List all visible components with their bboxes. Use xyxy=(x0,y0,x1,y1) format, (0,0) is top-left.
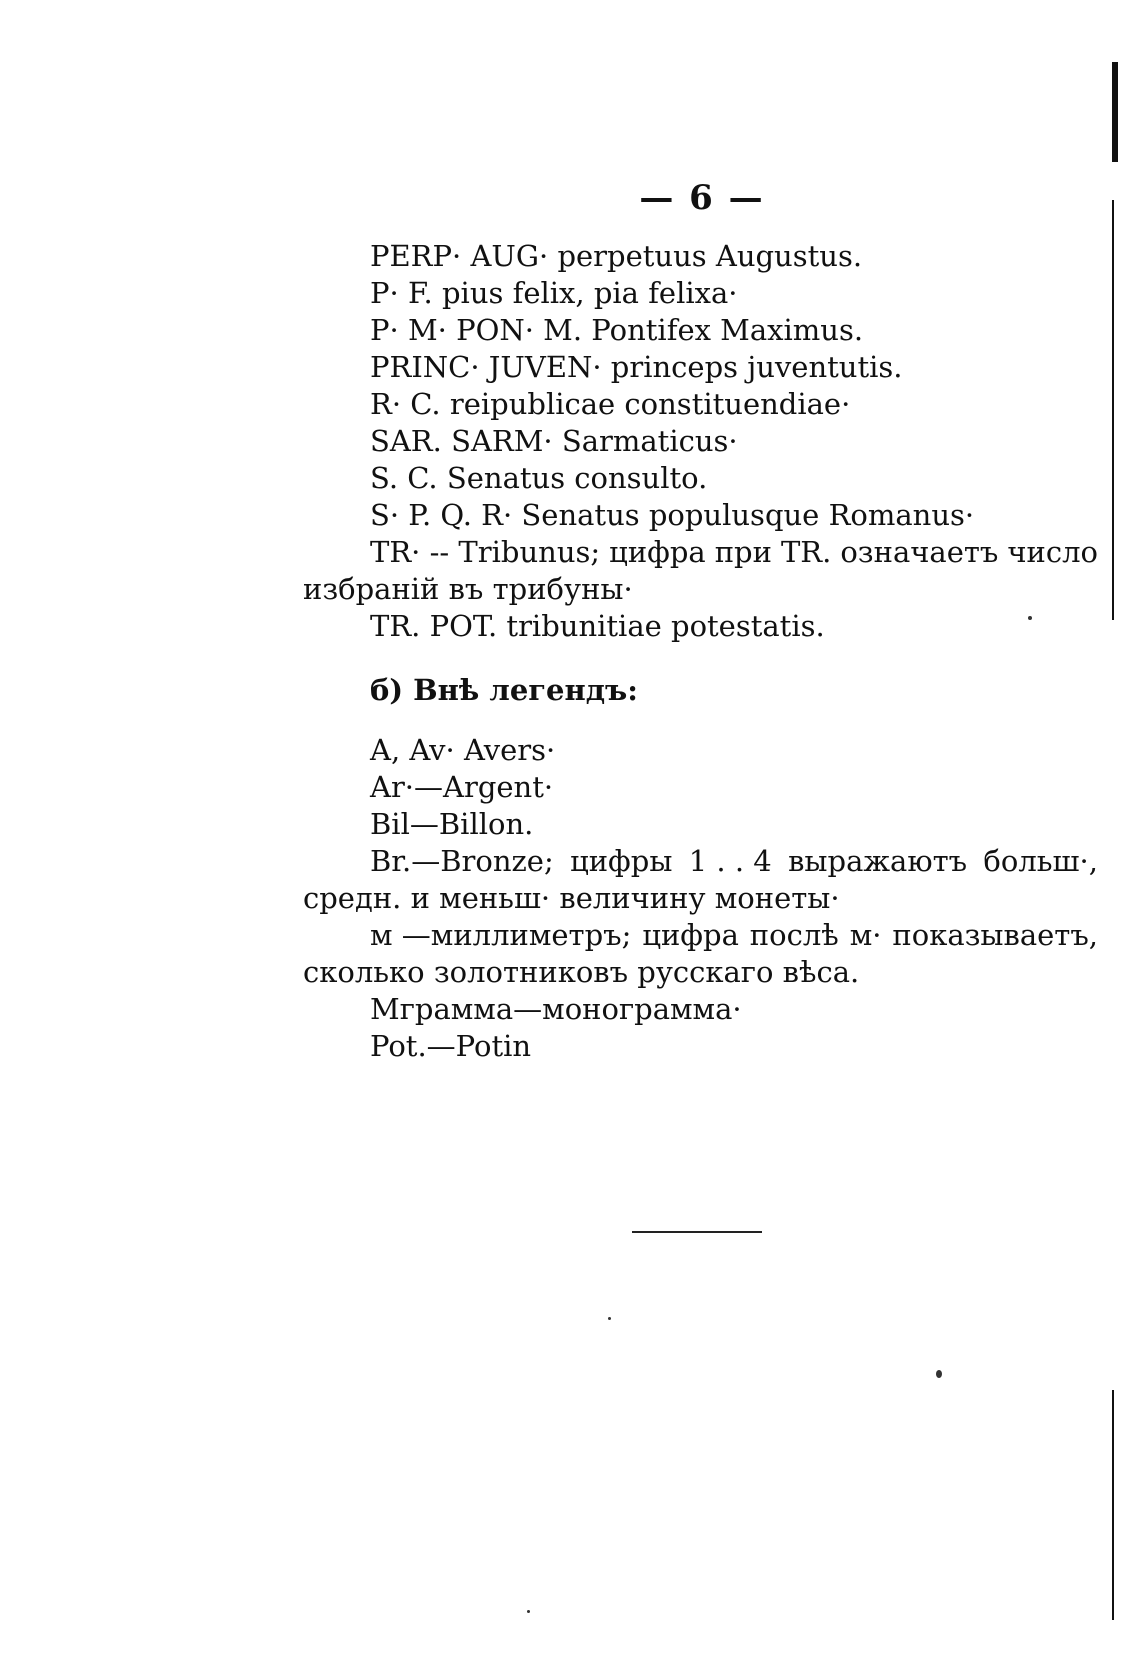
abbreviation-entry-rc: R· C. reipublicae constituendiae· xyxy=(370,387,851,421)
bronze-word: выражаютъ xyxy=(788,844,968,878)
bronze-word: больш·, xyxy=(983,844,1098,878)
paper-speck xyxy=(608,1317,611,1320)
bronze-word: Br.—Bronze; xyxy=(370,844,554,878)
millimeter-word: м· xyxy=(849,918,882,952)
millimeter-word: послѣ xyxy=(749,918,839,952)
bronze-word: 1 . . 4 xyxy=(688,844,772,878)
abbreviation-entry-tr-pot: TR. POT. tribunitiae potestatis. xyxy=(370,609,825,643)
section-b-heading: б) Внѣ легендъ: xyxy=(370,673,639,707)
outside-entry-argent: Ar·—Argent· xyxy=(370,770,554,804)
tr-word: при xyxy=(714,535,772,569)
bronze-word: цифры xyxy=(570,844,673,878)
tr-word: TR· -- Tribunus; xyxy=(370,535,601,569)
abbreviation-entry-princ-juven: PRINC· JUVEN· princeps juventutis. xyxy=(370,350,903,384)
outside-entry-bronze xyxy=(370,843,1098,879)
abbreviation-entry-perp-aug: PERP· AUG· perpetuus Augustus. xyxy=(370,239,863,273)
abbreviation-entry-sc: S. C. Senatus consulto. xyxy=(370,461,708,495)
outside-entry-potin: Pot.—Potin xyxy=(370,1029,532,1063)
binding-edge-line xyxy=(1112,1390,1114,1620)
abbreviation-entry-pm-pon: P· M· PON· M. Pontifex Maximus. xyxy=(370,313,864,347)
tr-word: TR. xyxy=(780,535,832,569)
outside-entry-billon: Bil—Billon. xyxy=(370,807,534,841)
abbreviation-entry-tr-continuation: избраній въ трибуны· xyxy=(303,572,633,606)
outside-entry-millimeter-continuation: сколько золотниковъ русскаго вѣса. xyxy=(303,955,860,989)
abbreviation-entry-tr xyxy=(370,534,1098,570)
tr-word: число xyxy=(1007,535,1098,569)
tr-word: цифра xyxy=(609,535,706,569)
section-end-rule xyxy=(632,1231,762,1233)
outside-entry-bronze-continuation: средн. и меньш· величину монеты· xyxy=(303,881,840,915)
paper-speck xyxy=(936,1370,942,1378)
abbreviation-entry-sar-sarm: SAR. SARM· Sarmaticus· xyxy=(370,424,738,458)
outside-entry-monogram: Мграмма—монограмма· xyxy=(370,992,742,1026)
paper-speck xyxy=(1028,616,1032,620)
binding-edge-mark xyxy=(1112,62,1118,162)
binding-edge-line xyxy=(1112,200,1114,620)
millimeter-word: м —миллиметръ; xyxy=(370,918,632,952)
abbreviation-entry-pf: P· F. pius felix, pia felixa· xyxy=(370,276,738,310)
outside-entry-millimeter xyxy=(370,917,1098,953)
tr-word: означаетъ xyxy=(840,535,999,569)
millimeter-word: цифра xyxy=(642,918,739,952)
abbreviation-entry-spqr: S· P. Q. R· Senatus populusque Romanus· xyxy=(370,498,975,532)
outside-entry-avers: A, Av· Avers· xyxy=(370,733,556,767)
paper-speck xyxy=(527,1610,530,1613)
millimeter-word: показываетъ, xyxy=(892,918,1098,952)
page-number: — 6 — xyxy=(639,178,765,218)
